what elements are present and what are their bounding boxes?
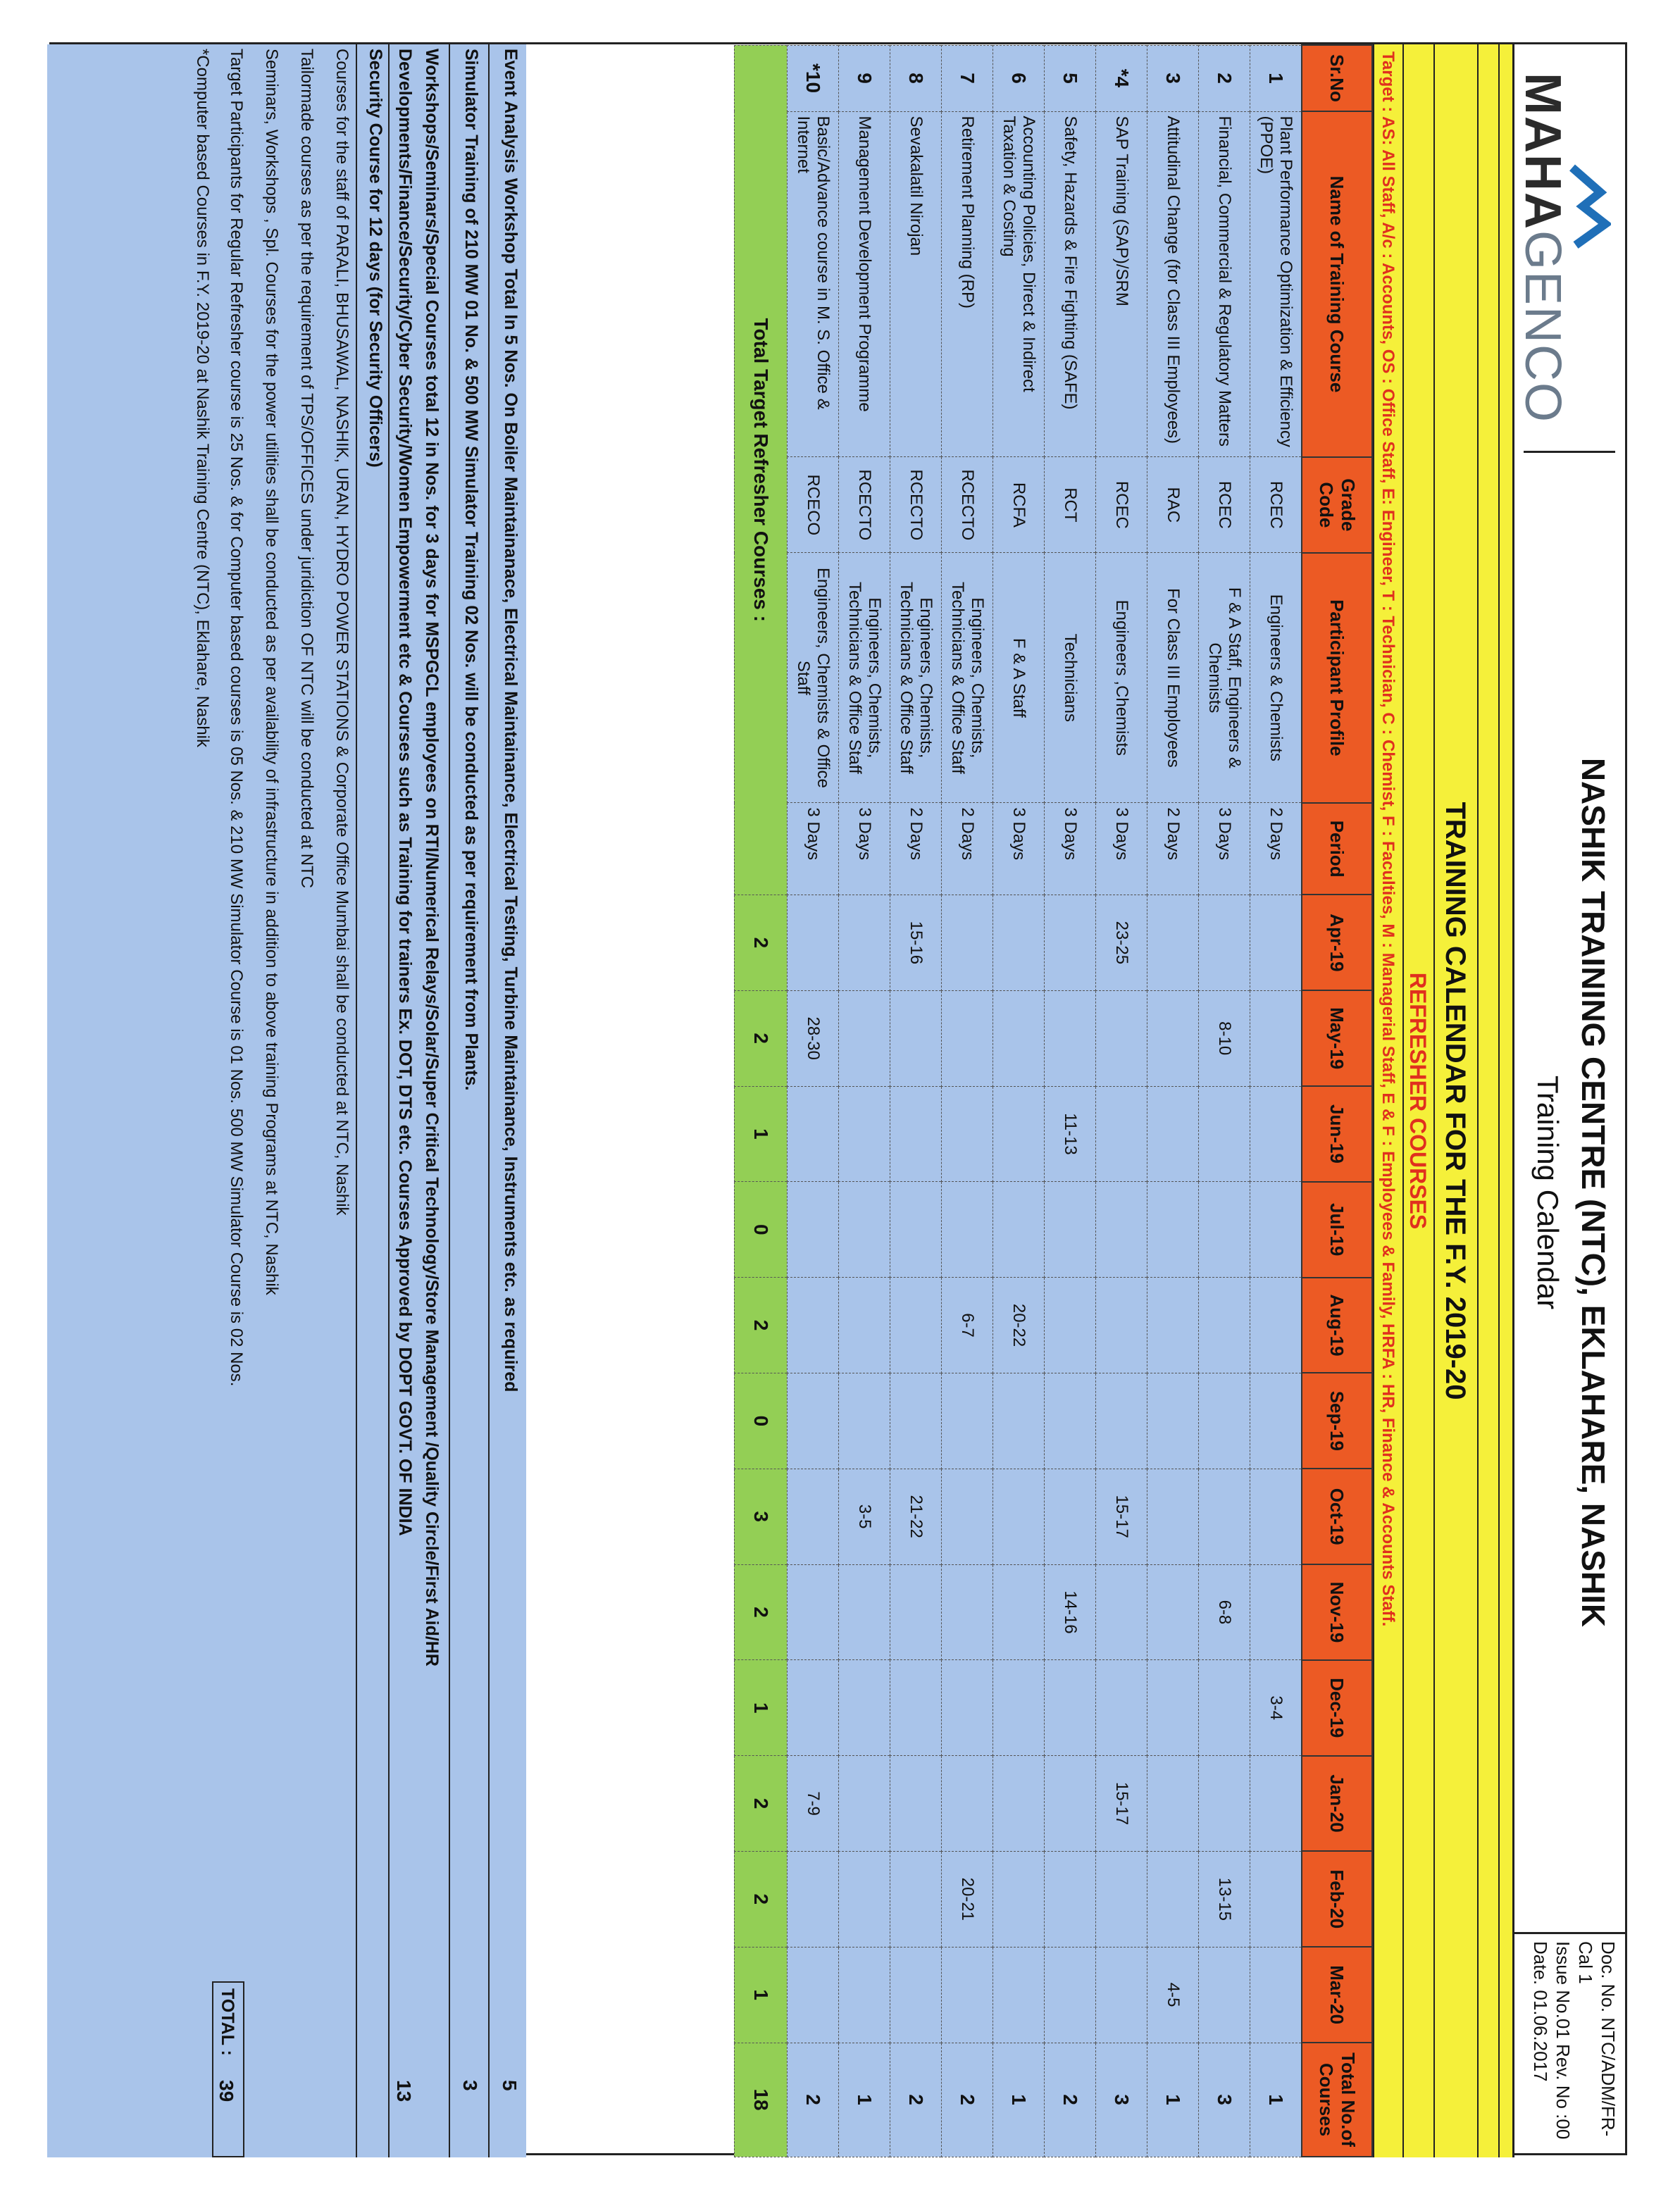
course-name-cell: Financial, Commercial & Regulatory Matters [1199, 111, 1250, 457]
document-header [1512, 44, 1625, 2157]
month-cell [1096, 1086, 1147, 1182]
header-titles [1512, 453, 1625, 1932]
total-courses-cell: 18 [735, 2043, 788, 2157]
month-cell [890, 1278, 942, 1373]
issue-number: Issue No.01 Rev. No :00 [1553, 1941, 1574, 2140]
grade-code-cell: RCFA [993, 457, 1045, 553]
month-cell [1045, 895, 1096, 990]
month-cell [1147, 1469, 1199, 1564]
column-header: Grade Code [1302, 457, 1372, 553]
total-month-cell: 2 [735, 895, 788, 990]
month-cell [1147, 1086, 1199, 1182]
centre-subtitle: Training Calendar [1531, 1075, 1564, 1310]
month-cell [1199, 1756, 1250, 1852]
month-cell [890, 990, 942, 1086]
month-cell [1199, 895, 1250, 990]
month-cell [1147, 1851, 1199, 1947]
month-cell [1147, 1564, 1199, 1660]
sr-no-cell: 3 [1147, 45, 1199, 111]
column-header: Participant Profile [1302, 553, 1372, 803]
month-cell [839, 1947, 890, 2043]
month-cell [993, 1851, 1045, 1947]
month-cell [1250, 1756, 1302, 1852]
grade-code-cell: RAC [1147, 457, 1199, 553]
document-info [1512, 1932, 1625, 2157]
mahagenco-logo [1514, 58, 1615, 453]
period-cell: 3 Days [993, 803, 1045, 895]
sr-no-cell: 5 [1045, 45, 1096, 111]
month-cell [839, 1373, 890, 1469]
courses-table [734, 44, 1373, 2157]
month-cell [788, 895, 839, 990]
month-cell [788, 1947, 839, 2043]
month-cell [1045, 1278, 1096, 1373]
logo-text-light: GENCO [1514, 230, 1571, 423]
month-cell: 4-5 [1147, 1947, 1199, 2043]
month-cell [839, 1278, 890, 1373]
column-header: Feb-20 [1302, 1851, 1372, 1947]
month-cell [1045, 1947, 1096, 2043]
month-cell [993, 1947, 1045, 2043]
note-divider [488, 44, 490, 2157]
table-row [1045, 45, 1096, 2157]
grade-code-cell: RCEC [1199, 457, 1250, 553]
month-cell: 6-8 [1199, 1564, 1250, 1660]
month-cell [942, 895, 993, 990]
note-line: Courses for the staff of PARALI, BHUSAWAL, NASHIK, URAN, HYDRO POWER STATIONS & Corporate Office Mumbai shall be conducted at NTC, Nashik [332, 49, 351, 1216]
month-cell [1147, 1756, 1199, 1852]
period-cell: 2 Days [890, 803, 942, 895]
month-cell [1250, 1851, 1302, 1947]
month-cell [993, 895, 1045, 990]
total-month-cell: 0 [735, 1182, 788, 1278]
total-month-cell: 0 [735, 1373, 788, 1469]
column-header: Nov-19 [1302, 1564, 1372, 1660]
total-month-cell: 1 [735, 1947, 788, 2043]
grade-code-cell: RCECTO [890, 457, 942, 553]
sr-no-cell: *4 [1096, 45, 1147, 111]
total-courses-cell: 2 [788, 2043, 839, 2157]
note-line: Workshops/Seminars/Special Courses total 12 in Nos. for 3 days for MSPGCL employees on RTI/Numerical Relays/Solar/Super Critical Technology/Store Management /Quality Circle/First Aid/HR [422, 49, 442, 1666]
participant-profile-cell: Engineers, Chemists, Technicians & Office Staff [890, 553, 942, 803]
notes-section [47, 44, 526, 2157]
month-cell [942, 1564, 993, 1660]
period-cell: 3 Days [788, 803, 839, 895]
month-cell: 15-16 [890, 895, 942, 990]
column-header: Apr-19 [1302, 895, 1372, 990]
month-cell [993, 1373, 1045, 1469]
total-courses-cell: 1 [1147, 2043, 1199, 2157]
grand-total-label: TOTAL : [218, 1988, 237, 2056]
month-cell [788, 1086, 839, 1182]
month-cell [1199, 1373, 1250, 1469]
month-cell [1096, 1182, 1147, 1278]
training-calendar-document [49, 42, 1627, 2155]
month-cell: 20-22 [993, 1278, 1045, 1373]
column-header: Sep-19 [1302, 1373, 1372, 1469]
note-line: Security Course for 12 days (for Security Officers) [366, 49, 385, 468]
column-header: Mar-20 [1302, 1947, 1372, 2043]
month-cell [1250, 1086, 1302, 1182]
month-cell [839, 1086, 890, 1182]
course-name-cell: SAP Training (SAP)/SRM [1096, 111, 1147, 457]
month-cell [1147, 990, 1199, 1086]
total-courses-cell: 1 [1250, 2043, 1302, 2157]
grade-code-cell: RCECTO [839, 457, 890, 553]
period-cell: 2 Days [942, 803, 993, 895]
table-row [1250, 45, 1302, 2157]
course-name-cell: Attitudinal Change (for Class III Employees) [1147, 111, 1199, 457]
month-cell: 28-30 [788, 990, 839, 1086]
month-cell [1147, 895, 1199, 990]
period-cell: 2 Days [1147, 803, 1199, 895]
grade-code-cell: RCECTO [942, 457, 993, 553]
note-line: *Computer based Courses in F.Y. 2019-20 at Nashik Training Centre (NTC), Eklahare, Nashik [193, 49, 212, 748]
month-cell [993, 1469, 1045, 1564]
total-month-cell: 2 [735, 1851, 788, 1947]
yellow-band-1 [1498, 44, 1512, 2157]
course-name-cell: Management Development Programme [839, 111, 890, 457]
month-cell [1045, 1182, 1096, 1278]
month-cell [1199, 1278, 1250, 1373]
total-month-cell: 2 [735, 1278, 788, 1373]
participant-profile-cell: Engineers, Chemists & Office Staff [788, 553, 839, 803]
month-cell [1045, 1469, 1096, 1564]
month-cell [993, 990, 1045, 1086]
note-divider [449, 44, 450, 2157]
month-cell [890, 1086, 942, 1182]
grade-code-cell: RCEC [1096, 457, 1147, 553]
note-line: Seminars, Workshops , Spl. Courses for the power utilities shall be conducted as per availability of infrastructure in addition to above training Programs at NTC, Nashik [262, 49, 281, 1295]
month-cell [942, 1947, 993, 2043]
month-cell [1250, 990, 1302, 1086]
month-cell [1096, 1564, 1147, 1660]
month-cell [993, 1756, 1045, 1852]
column-header: Jan-20 [1302, 1756, 1372, 1852]
course-name-cell: Plant Performance Optimization & Efficiency (PPOE) [1250, 111, 1302, 457]
month-cell [1096, 990, 1147, 1086]
column-header: Oct-19 [1302, 1469, 1372, 1564]
month-cell [890, 1947, 942, 2043]
table-row [839, 45, 890, 2157]
course-name-cell: Accounting Policies, Direct & Indirect Taxation & Costing [993, 111, 1045, 457]
total-month-cell: 1 [735, 1086, 788, 1182]
month-cell [788, 1373, 839, 1469]
table-body [735, 45, 1302, 2157]
column-header: Period [1302, 803, 1372, 895]
month-cell: 13-15 [1199, 1851, 1250, 1947]
participant-profile-cell: Engineers, Chemists, Technicians & Office Staff [942, 553, 993, 803]
month-cell [1096, 1373, 1147, 1469]
month-cell: 15-17 [1096, 1756, 1147, 1852]
note-line: Target Participants for Regular Refresher course is 25 Nos. & for Computer based courses is 05 Nos. & 210 MW Simulator Course is 01 Nos. 500 MW Simulator Course is 02 Nos. [227, 49, 246, 1387]
total-month-cell: 3 [735, 1469, 788, 1564]
month-cell: 7-9 [788, 1756, 839, 1852]
column-header: Jul-19 [1302, 1182, 1372, 1278]
note-line: Simulator Training of 210 MW 01 No. & 500 MW Simulator Training 02 Nos. will be conducted as per requirement from Plants. [461, 49, 481, 1091]
month-cell [1045, 1660, 1096, 1756]
sr-no-cell: *10 [788, 45, 839, 111]
month-cell [1199, 1660, 1250, 1756]
month-cell: 21-22 [890, 1469, 942, 1564]
participant-profile-cell: Engineers ,Chemists [1096, 553, 1147, 803]
note-divider [356, 44, 357, 2157]
note-count: 3 [459, 2080, 481, 2091]
note-count: 13 [393, 2080, 415, 2102]
month-cell: 15-17 [1096, 1469, 1147, 1564]
total-courses-cell: 2 [1045, 2043, 1096, 2157]
note-count: 5 [499, 2080, 521, 2091]
month-cell [1199, 1469, 1250, 1564]
month-cell [1250, 1373, 1302, 1469]
month-cell [1045, 1756, 1096, 1852]
month-cell [839, 895, 890, 990]
centre-title: NASHIK TRAINING CENTRE (NTC), EKLAHARE, NASHIK [1575, 757, 1612, 1628]
month-cell [993, 1564, 1045, 1660]
total-courses-cell: 3 [1096, 2043, 1147, 2157]
month-cell [788, 1851, 839, 1947]
section-title: REFRESHER COURSES [1402, 44, 1433, 2157]
total-month-cell: 2 [735, 1564, 788, 1660]
month-cell: 3-4 [1250, 1660, 1302, 1756]
note-divider [388, 44, 390, 2157]
table-header-row [1302, 45, 1372, 2157]
month-cell [839, 1182, 890, 1278]
month-cell [942, 1756, 993, 1852]
grade-code-cell: RCECO [788, 457, 839, 553]
total-courses-cell: 2 [890, 2043, 942, 2157]
month-cell [942, 1373, 993, 1469]
total-courses-cell: 3 [1199, 2043, 1250, 2157]
month-cell [1096, 1278, 1147, 1373]
month-cell [1096, 1660, 1147, 1756]
month-cell [1250, 1564, 1302, 1660]
participant-profile-cell: Engineers & Chemists [1250, 553, 1302, 803]
month-cell [1250, 1469, 1302, 1564]
table-row [788, 45, 839, 2157]
table-row [1199, 45, 1250, 2157]
period-cell: 3 Days [1045, 803, 1096, 895]
month-cell [890, 1756, 942, 1852]
month-cell [890, 1564, 942, 1660]
course-name-cell: Sevakalatil Nirojan [890, 111, 942, 457]
month-cell [788, 1278, 839, 1373]
month-cell [890, 1182, 942, 1278]
month-cell [942, 1086, 993, 1182]
month-cell [993, 1182, 1045, 1278]
month-cell [1147, 1278, 1199, 1373]
month-cell [1250, 1182, 1302, 1278]
yellow-band-2 [1477, 44, 1498, 2157]
month-cell [1045, 1851, 1096, 1947]
month-cell: 23-25 [1096, 895, 1147, 990]
month-cell: 8-10 [1199, 990, 1250, 1086]
course-name-cell: Basic/Advance course in M. S. Office & Internet [788, 111, 839, 457]
month-cell [942, 1182, 993, 1278]
period-cell: 2 Days [1250, 803, 1302, 895]
participant-profile-cell: Technicians [1045, 553, 1096, 803]
month-cell [1096, 1851, 1147, 1947]
month-cell [942, 1660, 993, 1756]
total-month-cell: 2 [735, 1756, 788, 1852]
month-cell [942, 1469, 993, 1564]
table-row [942, 45, 993, 2157]
table-row [1147, 45, 1199, 2157]
month-cell [1147, 1660, 1199, 1756]
month-cell: 6-7 [942, 1278, 993, 1373]
sr-no-cell: 1 [1250, 45, 1302, 111]
month-cell [942, 990, 993, 1086]
month-cell [788, 1469, 839, 1564]
month-cell [788, 1660, 839, 1756]
month-cell [1147, 1182, 1199, 1278]
column-header: Jun-19 [1302, 1086, 1372, 1182]
month-cell: 11-13 [1045, 1086, 1096, 1182]
participant-profile-cell: F & A Staff [993, 553, 1045, 803]
period-cell: 3 Days [1199, 803, 1250, 895]
total-courses-cell: 1 [839, 2043, 890, 2157]
doc-date: Date. 01.06.2017 [1530, 1941, 1551, 2082]
period-cell: 3 Days [839, 803, 890, 895]
month-cell [1199, 1086, 1250, 1182]
month-cell [890, 1373, 942, 1469]
course-name-cell: Retirement Planning (RP) [942, 111, 993, 457]
month-cell [890, 1660, 942, 1756]
month-cell [788, 1564, 839, 1660]
column-header: Dec-19 [1302, 1660, 1372, 1756]
month-cell [1199, 1182, 1250, 1278]
month-cell [890, 1851, 942, 1947]
note-line: Developments/Finance/Security/Cyber Security/Women Empowerment etc & Courses such as Training for trainers Ex. DOT, DTS etc. Courses Approved by DOPT GOVT. OF INDIA [395, 49, 415, 1536]
doc-number: Doc. No. NTC/ADM/FR-Cal 1 [1575, 1941, 1619, 2137]
grand-total-value: 39 [216, 2080, 237, 2102]
column-header: Sr.No [1302, 45, 1372, 111]
month-cell [1250, 895, 1302, 990]
month-cell [839, 1851, 890, 1947]
column-header: Aug-19 [1302, 1278, 1372, 1373]
logo-text-bold: MAHA [1514, 73, 1571, 230]
month-cell [1045, 1373, 1096, 1469]
table-row [993, 45, 1045, 2157]
sr-no-cell: 6 [993, 45, 1045, 111]
calendar-title: TRAINING CALENDAR FOR THE F.Y. 2019-20 [1433, 44, 1477, 2157]
month-cell [993, 1086, 1045, 1182]
grade-code-cell: RCEC [1250, 457, 1302, 553]
table-row [1096, 45, 1147, 2157]
sr-no-cell: 2 [1199, 45, 1250, 111]
note-line: Event Analysis Workshop Total In 5 Nos. On Boiler Maintainanace, Electrical Maintainance, Electrical Testing, Turbine Maintainance, Instruments etc. as required [501, 49, 521, 1392]
month-cell [1147, 1373, 1199, 1469]
month-cell [839, 1660, 890, 1756]
total-month-cell: 1 [735, 1660, 788, 1756]
period-cell: 3 Days [1096, 803, 1147, 895]
sr-no-cell: 8 [890, 45, 942, 111]
month-cell [1045, 990, 1096, 1086]
month-cell [1250, 1947, 1302, 2043]
sr-no-cell: 9 [839, 45, 890, 111]
month-cell [993, 1660, 1045, 1756]
column-header: Name of Training Course [1302, 111, 1372, 457]
month-cell [839, 990, 890, 1086]
month-cell [1199, 1947, 1250, 2043]
total-month-cell: 2 [735, 990, 788, 1086]
sr-no-cell: 7 [942, 45, 993, 111]
month-cell [788, 1182, 839, 1278]
total-row [735, 45, 788, 2157]
month-cell: 3-5 [839, 1469, 890, 1564]
month-cell [1250, 1278, 1302, 1373]
total-courses-cell: 2 [942, 2043, 993, 2157]
participant-profile-cell: Engineers, Chemists, Technicians & Office Staff [839, 553, 890, 803]
total-row-label: Total Target Refresher Courses : [735, 45, 788, 895]
note-line: Tailormade courses as per the requirement of TPS/OFFICES under juridiction OF NTC will be conducted at NTC [297, 49, 316, 889]
month-cell [839, 1564, 890, 1660]
course-name-cell: Safety, Hazards & Fire Fighting (SAFE) [1045, 111, 1096, 457]
month-cell: 14-16 [1045, 1564, 1096, 1660]
month-cell: 20-21 [942, 1851, 993, 1947]
table-row [890, 45, 942, 2157]
column-header: Total No.of Courses [1302, 2043, 1372, 2157]
month-cell [839, 1756, 890, 1852]
total-courses-cell: 1 [993, 2043, 1045, 2157]
grade-code-cell: RCT [1045, 457, 1096, 553]
logo-mark-icon [1569, 164, 1611, 249]
target-legend: Target : AS: All Staff, A/c : Accounts, OS : Office Staff, E: Engineer, T : Technician, C : Chemist, F : Faculties, M : Managerial Staff, E & F : Employees & Family, HRFA : HR, Finance & Accounts Staff. [1373, 44, 1402, 2157]
participant-profile-cell: F & A Staff, Engineers & Chemists [1199, 553, 1250, 803]
participant-profile-cell: For Class III Employees [1147, 553, 1199, 803]
month-cell [1096, 1947, 1147, 2043]
column-header: May-19 [1302, 990, 1372, 1086]
